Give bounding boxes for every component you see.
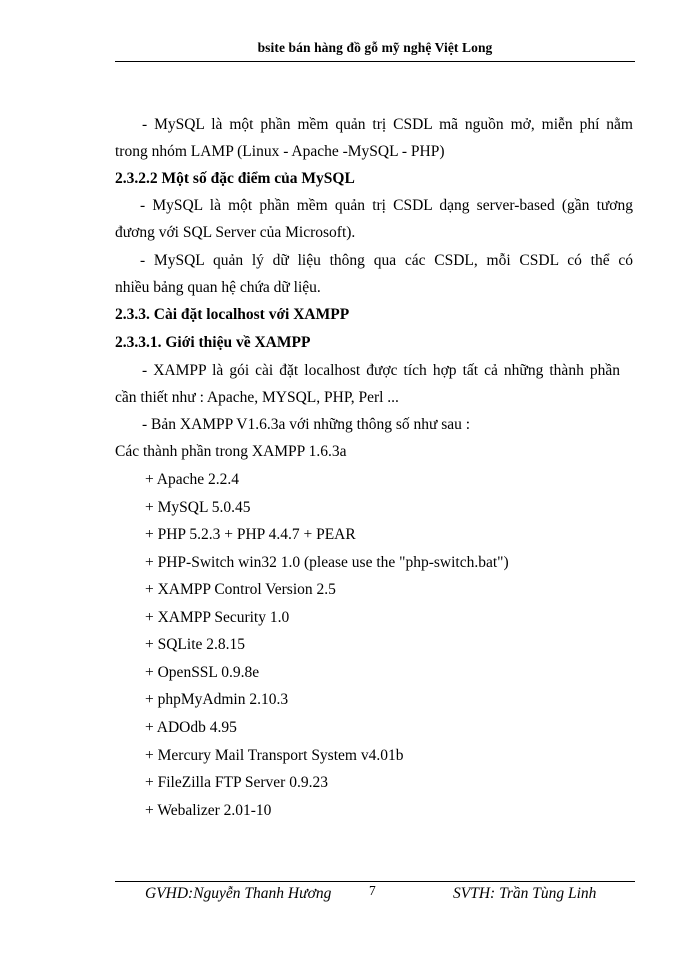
list-item: + Webalizer 2.01-10 (145, 802, 272, 819)
list-item: + FileZilla FTP Server 0.9.23 (145, 774, 328, 791)
paragraph-data-management-line2: nhiều bảng quan hệ chứa dữ liệu. (115, 279, 321, 296)
heading-2-3-2-2: 2.3.2.2 Một số đặc điểm của MySQL (115, 170, 355, 187)
list-item: + PHP-Switch win32 1.0 (please use the "php-switch.bat") (145, 554, 509, 571)
paragraph-mysql-intro-line1: - MySQL là một phần mềm quản trị CSDL mã nguồn mở, miễn phí nằm (142, 116, 633, 133)
paragraph-xampp-version: - Bản XAMPP V1.6.3a với những thông số như sau : (142, 416, 471, 433)
list-item: + XAMPP Security 1.0 (145, 609, 290, 626)
page-header-title: bsite bán hàng đồ gỗ mỹ nghệ Việt Long (257, 40, 493, 55)
header-rule (115, 61, 635, 62)
list-item: + XAMPP Control Version 2.5 (145, 581, 336, 598)
paragraph-server-based-line2: đương với SQL Server của Microsoft). (115, 224, 356, 241)
list-item: + MySQL 5.0.45 (145, 499, 251, 516)
page-number: 7 (369, 883, 376, 898)
list-item: + phpMyAdmin 2.10.3 (145, 691, 289, 708)
footer-rule (115, 881, 635, 882)
list-item: + OpenSSL 0.9.8e (145, 664, 260, 681)
list-item: + ADOdb 4.95 (145, 719, 237, 736)
paragraph-mysql-intro-line2: trong nhóm LAMP (Linux - Apache -MySQL - PHP) (115, 143, 445, 160)
list-item: + Apache 2.2.4 (145, 471, 239, 488)
footer-advisor: GVHD:Nguyễn Thanh Hương (145, 885, 332, 902)
heading-2-3-3-1: 2.3.3.1. Giới thiệu về XAMPP (115, 334, 311, 351)
paragraph-server-based-line1: - MySQL là một phần mềm quản trị CSDL dạng server-based (gần tương (140, 197, 633, 214)
component-list-intro: Các thành phần trong XAMPP 1.6.3a (115, 443, 347, 460)
footer-student: SVTH: Trần Tùng Linh (453, 885, 597, 902)
list-item: + PHP 5.2.3 + PHP 4.4.7 + PEAR (145, 526, 356, 543)
paragraph-xampp-intro-line1: - XAMPP là gói cài đặt localhost được tích hợp tất cả những thành phần (142, 362, 620, 379)
paragraph-data-management-line1: - MySQL quản lý dữ liệu thông qua các CSDL, mỗi CSDL có thể có (140, 252, 633, 269)
heading-2-3-3: 2.3.3. Cài đặt localhost với XAMPP (115, 306, 350, 323)
list-item: + SQLite 2.8.15 (145, 636, 246, 653)
paragraph-xampp-intro-line2: cần thiết như : Apache, MYSQL, PHP, Perl ... (115, 389, 399, 406)
list-item: + Mercury Mail Transport System v4.01b (145, 747, 404, 764)
